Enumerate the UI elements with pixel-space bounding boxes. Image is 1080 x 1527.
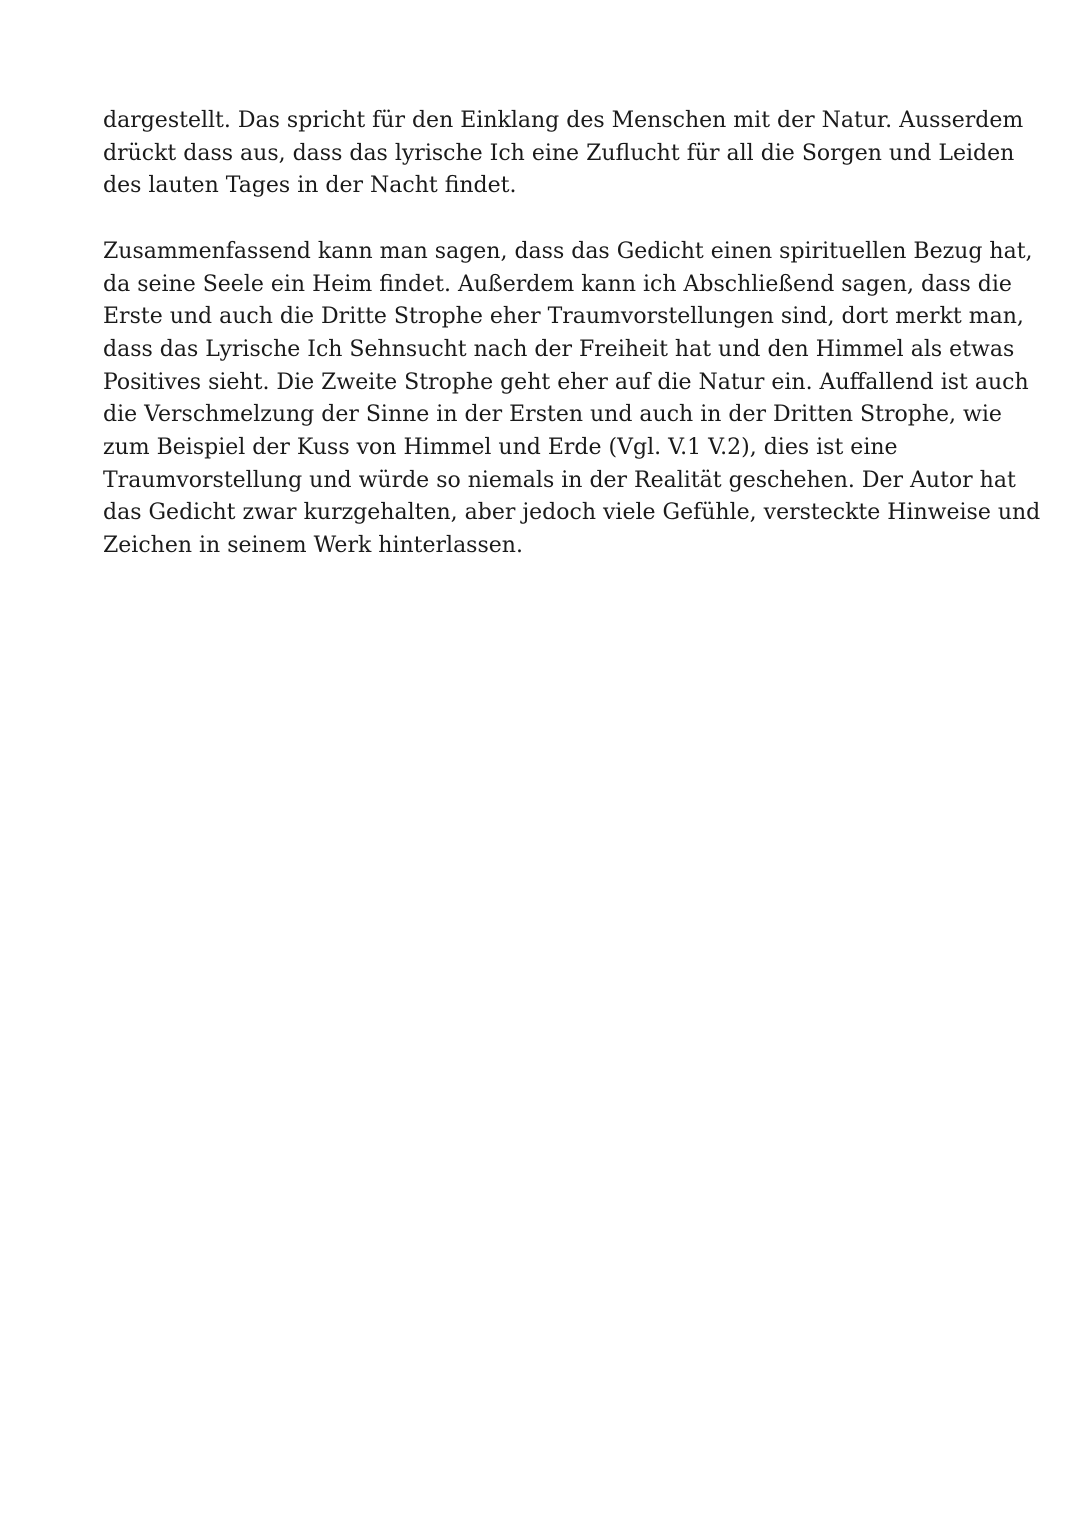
text-line: dargestellt. Das spricht für den Einklang des Menschen mit der Natur. Ausserdem [103,108,1024,133]
text-line: Zusammenfassend kann man sagen, dass das Gedicht einen spirituellen Bezug hat, [103,238,1033,264]
text-line: drückt dass aus, dass das lyrische Ich eine Zuflucht für all die Sorgen und Leiden [103,140,1015,166]
text-line: Positives sieht. Die Zweite Strophe geht eher auf die Natur ein. Auffallend ist auch [103,369,1029,395]
text-line: des lauten Tages in der Nacht findet. [103,173,517,199]
text-line: Zeichen in seinem Werk hinterlassen. [103,533,523,559]
text-line: Erste und auch die Dritte Strophe eher Traumvorstellungen sind, dort merkt man, [103,304,1024,330]
paragraph-continuation [103,105,1024,203]
text-line: die Verschmelzung der Sinne in der Ersten und auch in der Dritten Strophe, wie [103,402,1002,428]
text-line: Traumvorstellung und würde so niemals in der Realität geschehen. Der Autor hat [103,467,1016,493]
text-line: das Gedicht zwar kurzgehalten, aber jedoch viele Gefühle, versteckte Hinweise und [103,500,1041,526]
text-line: da seine Seele ein Heim findet. Außerdem kann ich Abschließend sagen, dass die [103,271,1012,297]
text-line: dass das Lyrische Ich Sehnsucht nach der Freiheit hat und den Himmel als etwas [103,336,1015,362]
text-line: zum Beispiel der Kuss von Himmel und Erde (Vgl. V.1 V.2), dies ist eine [103,435,898,461]
paragraph-conclusion [103,236,1041,563]
document-body [103,105,1041,563]
